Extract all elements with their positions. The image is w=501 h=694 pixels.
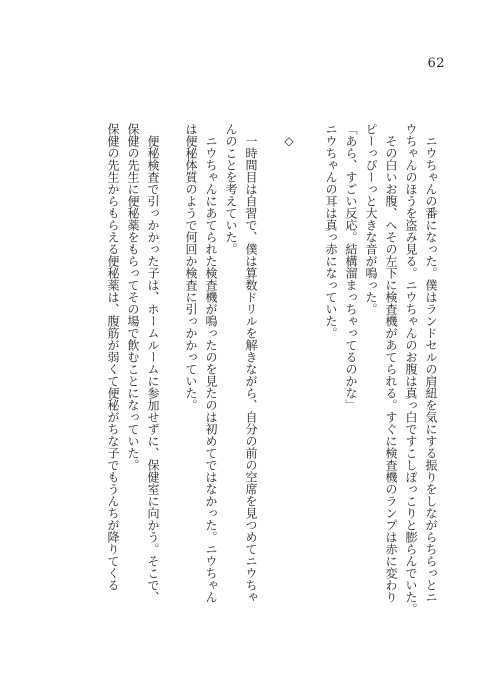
section-break-diamond: ◇ <box>282 134 296 148</box>
text-line-16: 保健の先生に便秘薬をもらってその場で飲むことになっていた。 <box>126 123 140 471</box>
text-line-5: 「あら、すごい反応。結構溜まっちゃってるのかな」 <box>344 123 358 411</box>
text-line-1: ニウちゃんの番になった。僕はランドセルの肩紐を気にする振りをしながらちらっとニ <box>424 135 438 603</box>
text-line-2: ウちゃんのほうを盗み見る。ニウちゃんのお腹は真っ白ですこしぽっこりと膨らんでいた。 <box>404 123 418 615</box>
text-line-13: は便秘体質のようで何回か検査に引っかかっていた。 <box>184 123 198 411</box>
text-line-15: 便秘検査で引っかかった子は、ホームルームに参加せずに、保健室に向かう。そこで、 <box>146 135 160 603</box>
text-line-17: 保健の先生からもらえる便秘薬は、腹筋が弱くて便秘がちな子でもうんちが降りてくる <box>106 123 120 591</box>
text-line-12: ニウちゃんにあてられた検査機が鳴ったのを見たのは初めてではなかった。ニウちゃん <box>204 135 218 603</box>
text-line-11: んのことを考えていた。 <box>224 123 238 255</box>
page-number: 62 <box>427 56 445 71</box>
text-line-3: その白いお腹、へその左下に検査機があてられる。すぐに検査機のランプは赤に変わり <box>384 135 398 603</box>
text-line-6: ニウちゃんの耳は真っ赤になっていた。 <box>324 123 338 339</box>
text-line-4: ピーっぴーっと大きな音が鳴った。 <box>364 123 378 315</box>
text-line-10: 一時間目は自習で、僕は算数ドリルを解きながら、自分の前の空席を見つめてニウちゃ <box>244 135 258 603</box>
